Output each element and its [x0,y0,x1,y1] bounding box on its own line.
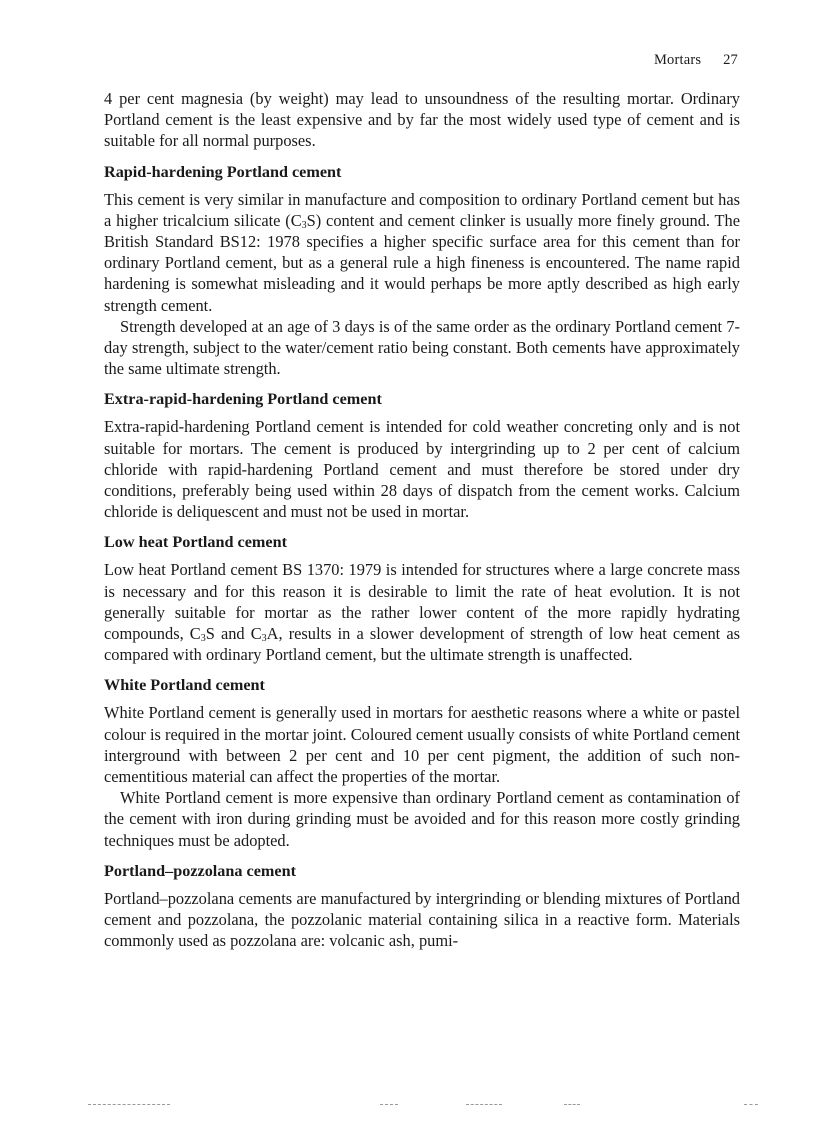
running-head [654,52,738,69]
subscript: 3 [200,633,206,645]
page-body [104,88,740,952]
text-run: S) content and cement clinker is usually more finely ground. The British Standard BS12: 1978 specifies a higher specific surface area for this cement than for ordinary Portland cement, but as a general rule a high fineness is encountered. The name rapid hardening is somewhat misleading and it would perhaps be more aptly described as high early strength cement. [104,210,740,315]
subscript: 3 [261,633,267,645]
section-heading-rapid-hardening: Rapid-hardening Portland cement [104,162,342,181]
text-run: A, results in a slower development of strength of low heat cement as compared with ordinary Portland cement, but the ultimate strength is unaffected. [104,624,740,665]
low-heat-paragraph [104,559,740,665]
rapid-hardening-paragraph-1 [104,189,740,316]
intro-paragraph: 4 per cent magnesia (by weight) may lead to unsoundness of the resulting mortar. Ordinary Portland cement is the least expensive and by far the most widely used type of cement and is suitable for all normal purposes. [104,89,740,151]
extra-rapid-hardening-paragraph: Extra-rapid-hardening Portland cement is intended for cold weather concreting only and is not suitable for mortars. The cement is produced by intergrinding up to 2 per cent of calcium chloride with rapid-hardening Portland cement and must therefore be stored under dry conditions, preferably being used within 28 days of dispatch from the cement works. Calcium chloride is deliquescent and must not be used in mortar. [104,417,740,522]
running-title: Mortars [653,52,702,68]
section-heading-extra-rapid-hardening: Extra-rapid-hardening Portland cement [104,390,382,409]
section-heading-low-heat: Low heat Portland cement [104,533,287,552]
scan-mark [466,1104,502,1105]
text-run: Low heat Portland cement BS 1370: 1979 is intended for structures where a large concrete mass is necessary and for this reason it is desirable to limit the rate of heat evolution. It is not generally suitable for mortar as the rather lower content of the more rapidly hydrating compounds, C [104,560,740,644]
page-number: 27 [723,52,738,68]
scan-mark [88,1104,170,1105]
rapid-hardening-paragraph-2: Strength developed at an age of 3 days is of the same order as the ordinary Portland cement 7-day strength, subject to the water/cement ratio being constant. Both cements have approximately the same ultimate strength. [104,316,740,379]
white-paragraph-1: White Portland cement is generally used in mortars for aesthetic reasons where a white or pastel colour is required in the mortar joint. Coloured cement usually consists of white Portland cement interground with between 2 per cent and 10 per cent pigment, the addition of such non-cementitious material can affect the properties of the mortar. [104,703,740,787]
pozzolana-paragraph: Portland–pozzolana cements are manufactured by intergrinding or blending mixtures of Portland cement and pozzolana, the pozzolanic material containing silica in a reactive form. Materials commonly used as pozzolana are: volcanic ash, pumi- [104,888,740,951]
subscript: 3 [301,219,307,231]
text-run: This cement is very similar in manufacture and composition to ordinary Portland cement but has a higher tricalcium silicate (C [104,189,740,230]
text-run: S and C [205,624,262,644]
scan-mark [564,1104,580,1105]
scan-mark [380,1104,398,1105]
section-heading-white: White Portland cement [104,676,265,695]
scan-artifacts [0,1104,816,1110]
section-heading-pozzolana: Portland–pozzolana cement [104,861,296,880]
white-paragraph-2: White Portland cement is more expensive than ordinary Portland cement as contamination of the cement with iron during grinding must be avoided and for this reason more costly grinding techniques must be adopted. [104,788,740,850]
scan-mark [744,1104,758,1105]
